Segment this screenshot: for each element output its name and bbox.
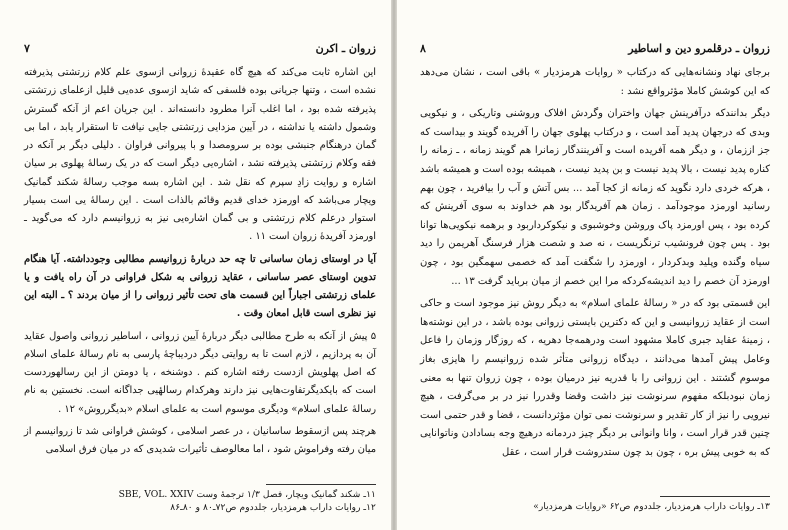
left-footnotes xyxy=(24,488,376,514)
right-running-head: زروان ـ درقلمرو دین و اساطیر xyxy=(628,42,770,55)
right-page-body xyxy=(420,64,770,466)
paragraph: برجای نهاد ونشانه‌هایی که درکتاب « روایات هرمزدیار » باقی است ، نشان می‌دهد که این کوشش کاملا مؤثرواقع نشد : xyxy=(420,67,770,97)
paragraph: این قسمتی بود که در « رسالهٔ علمای اسلام» به دیگر روش نیز موجود است و حاکی است از عقاید زروانیسی و این که دکترین بایستی زروانی بوده باشد ، در این نوشته‌ها ، زمینهٔ عقاید جبری کاملا مشهود است ودرهمه‌جا دهریه ، که روزگار وزمان را فاعل وعامل پیش آمدها می‌دانند ، دیدگاه زروانی متأثر شده زروانیسم را هایزی بغاز موسوم گشتند . این زروانی را با قدریه نیز درمیان بوده ، چون زروان تنها به معنی زمان نبودبلکه مفهوم سرنوشت نیز داشت وقضا وقدررا نیز در بر می‌گرفت ، هیچ نیرویی را نیز از کار تقدیر و سرنوشت نمی توان مؤثردانست ، قضا و قدر حتمی است چنین قدر قرار است ، وانا وانوانی بر دیگر چیز دردمانه درهیچ وجه بسادادن وناتوانایی که به خوبی پیش بره ، چون بد چون ستدروشت قرار است ، عقل xyxy=(420,298,770,458)
footnote-rule xyxy=(266,484,376,485)
right-page-header xyxy=(420,42,770,58)
left-page-number: ۷ xyxy=(24,42,30,55)
paragraph: ۵ پیش از آنکه به طرح مطالبی دیگر دربارهٔ آیین زروانی ، اساطیر زروانی واصول عقاید آن به پردازیم ، لازم است تا به روایتی دیگر دردیباچهٔ پارسی به نام رسالهٔ علمای اسلام که اصل پهلویش ازدست رفته اشاره کنم . دوشنخه ، یا دومتن از این رسالهوردست است که بایکدیگرتفاوت‌هایی نیز دارند وهرکدام رسالهٔیی جداگانه است. نخستین به نام رسالهٔ علمای اسلام» ودیگری موسوم است به علمای اسلام «بدیگرروش» ۱۲ . xyxy=(24,330,376,415)
paragraph: دیگر بدانندکه درآفرینش جهان واختران وگردش افلاک وروشنی وتاریکی ، و نیکویی وبدی که درجهان پدید آمد است ، و درکتاب پهلوی جهان را آفریده گویند و بیداست که جز اززمان ، و دیگر همه آفریده است و آفرینندگار زمانرا هم گویند زمانه ، ـ زمانه را کناره پدید نیست ، بالا پدید نیست و بن پدید نیست ، همیشه بوده است و همیشه باشد ، هرکه خردی دارد نگوید که زمانه از کجا آمد ... بس آتش و آب را بیافرید ، چون بهم رسانید اورمزد موجودآمد . زمان هم آفریدگار بود هم خداوند به سوی آفرینش که کرده بود ، پس اورمزد پاک وروشن وخوشبوی و نیکوکرداربود و برهمه نیکویی‌ها توانا بود . پس چون فرونشیب ترنگریست ، نه صد و شصت هزار فرسنگ آهریمن را دید سیاه وگنده وپلید وبدکردار ، اورمزد را شگفت آمد که خصمی سهمگین بود ، چون اورمزد آن خصم را دید اندیشه‌کردکه مرا این خصم از میان برباید گرفت ۱۳ ... xyxy=(420,108,770,287)
left-page xyxy=(8,0,388,530)
paragraph: این اشاره ثابت می‌کند که هیچ گاه عقیدهٔ زروانی ازسوی علم کلام زرتشتی پذیرفته نشده است ، وتنها جریانی بوده فلسفی که شاید ازسوی عده‌یی قلیل ازعلمای زرتشتی پذیرفته شده بود ، اما اغلب آنرا مطرود دانسته‌اند . این جریان اعم از آنکه گسترش وشمول داشته یا نداشته ، در آیین مزدایی زرتشتی جایی نیافت تا استقرار یابد ، اما بی گمان درهنگام جنبشی بوده بر سرومصدا و با پیروانی فراوان . دلیلی دیگر بر آنکه در فقه وکلام زرتشتی پذیرفته نشد ، اشاره‌یی دیگر است که در یک رسالهٔ پهلوی بر سیان اشاره و روایت زادِ سپرم که نقل شد . این اشاره بسه موجب رسالهٔ شکند گمانیک ویچار می‌باشد که اورمزد خدای قدیم وقائم بالذات است . این رسالهٔ یی است بسیار استوار درعلم کلام زرتشتی و بی گمان اشاره‌یی نیز به زروانیسم دارد که می‌گوید ـ اورمزد آفریدهٔ زروان است ۱۱ . xyxy=(24,67,376,243)
right-page xyxy=(404,0,782,530)
footnote: ۱۲ـ روایات داراب هرمزدیار، جلددوم ص۷۲‌ـ۸۰ و ۸۰‌ـ۸۶ xyxy=(170,502,376,513)
right-footnotes xyxy=(420,500,770,513)
footnote: ۱۱ـ شکند گمانیک ویچار، فصل ۱/۳ ترجمهٔ وست SBE, VOL. XXIV xyxy=(118,489,376,500)
book-gutter xyxy=(391,0,397,530)
right-page-number: ۸ xyxy=(420,42,426,55)
paragraph: آیا در اوستای زمان ساسانی تا چه حد دربارهٔ زروانیسم مطالبی وجودداشته. آیا هنگام تدوین اوستای عصر ساسانی ، عقاید زروانی به شکل فراوانی در آن راه یافت و یا علمای زرتشتی اجباراً این قسمت های تحت تأثیر زروانی را از میان بردند ؟ ـ البته این نیز نظری است قابل امعان وقت . xyxy=(24,253,376,320)
left-running-head: زروان ـ اکرن xyxy=(315,42,376,55)
left-page-body xyxy=(24,64,376,463)
footnote-rule xyxy=(660,496,770,497)
footnote-latin-ref: SBE, VOL. XXIV xyxy=(118,489,194,500)
footnote: ۱۳ـ روایات داراب هرمزدیار، جلددوم ص۶۲ «روایات هرمزدیار» xyxy=(533,501,770,512)
left-page-header xyxy=(24,42,376,58)
paragraph: هرچند پس ازسقوط ساسانیان ، در عصر اسلامی ، کوشش فراوانی شد تا زروانیسم از میان رفته وفراموش شود ، اما معالوصف تأثیرات شدیدی که در میان فرق اسلامی xyxy=(24,425,376,455)
